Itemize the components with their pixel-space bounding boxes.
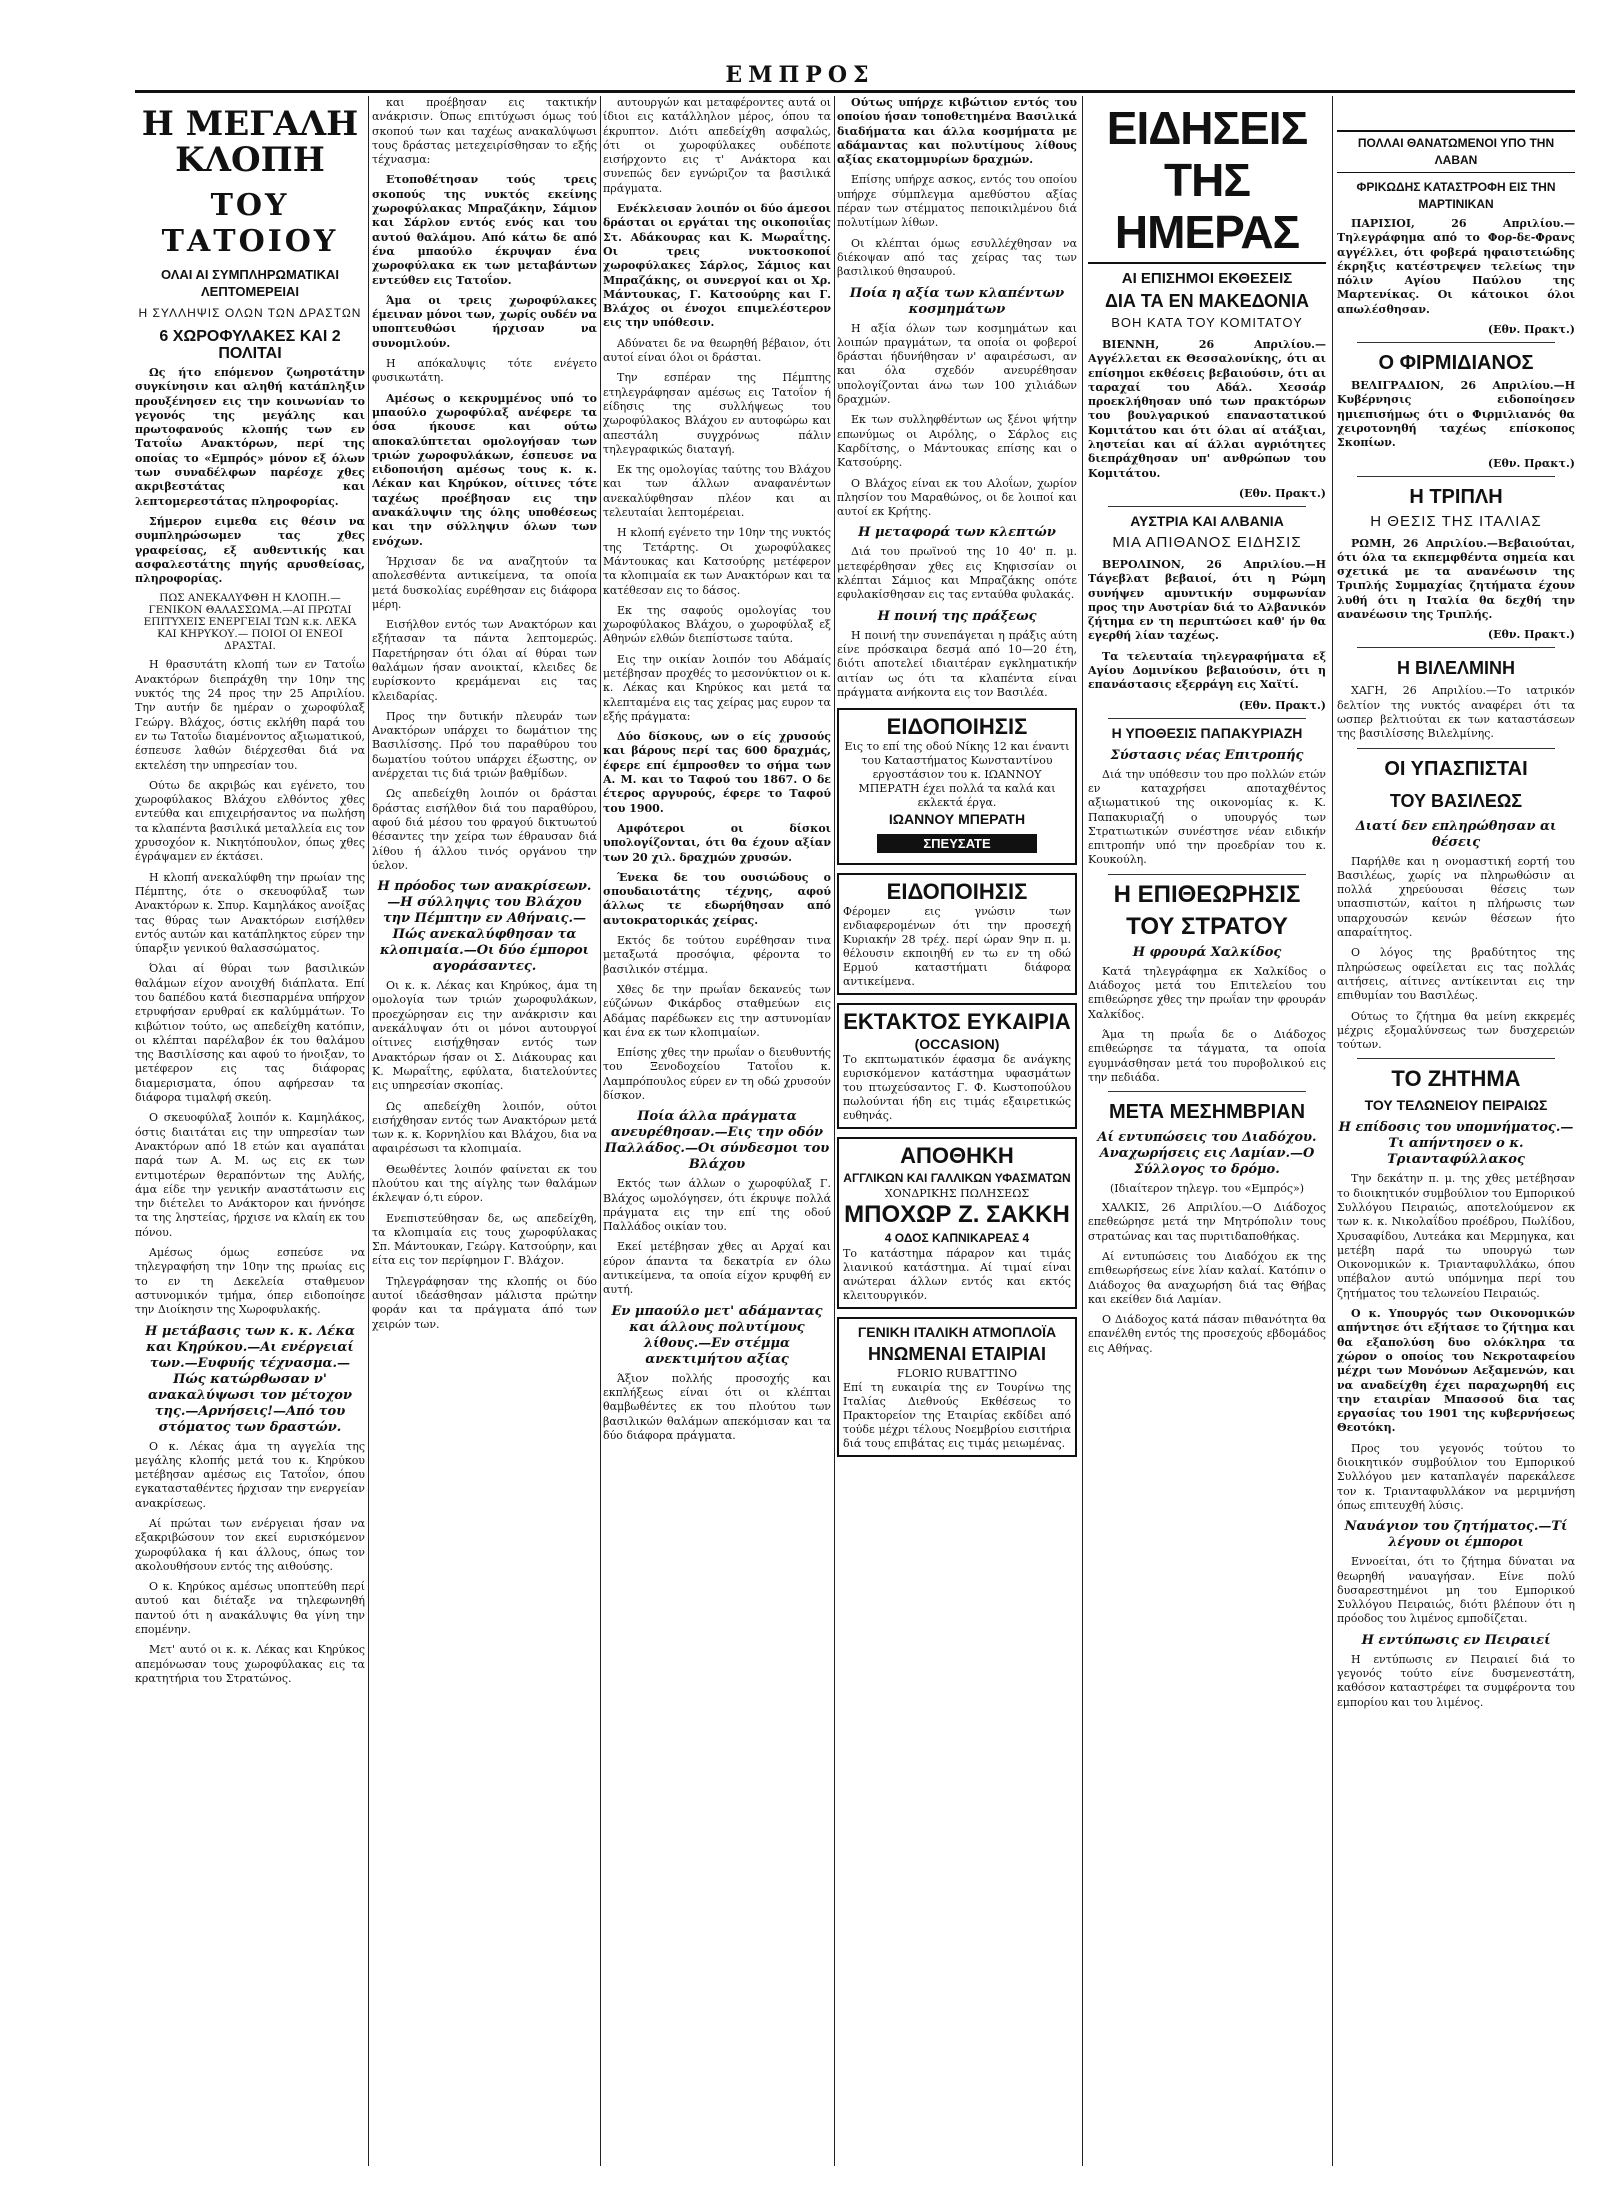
ad-text: Το εκπτωματικόν έφασμα δε ανάγκης ευρισκόμενον κατάστημα υφασμάτων του πτωχεύσαντος Γ. Φ. Κωστοπούλου πωλούνται ήδη εις τιμάς εξαιρετικώς ευθηνάς. <box>843 1053 1071 1123</box>
article-paragraph: Εκ της ομολογίας ταύτης του Βλάχου και των άλλων αναφανέντων ανεκαλύφθησαν πλέον και αι τελευταίαι λεπτομέρειαι. <box>603 463 831 520</box>
section-heading: ΠΟΛΛΑΙ ΘΑΝΑΤΩΜΕΝΟΙ ΥΠΟ ΤΗΝ ΛΑΒΑΝ <box>1337 130 1575 173</box>
article-paragraph: Η ποινή την συνεπάγεται η πράξις αύτη είνε πρόσκαιρα δεσμά από 10—20 έτη, διότι αποτελεί ιδιαιτέραν εγκληματικήν αιτίαν ως ότι τα κλαπέντα είναι πράγματα ανήκοντα εις τον Βασιλέα. <box>837 628 1077 699</box>
section-heading: Η μετάβασις των κ. κ. Λέκα και Κηρύκου.—Αι ενέργειαί των.—Ευφυής τέχνασμα.—Πώς κατώρθωσαν ν' ανακαλύψωσι τον μέτοχον της.—Αρνήσεις!—Από του στόματος των δραστών. <box>145 1323 355 1435</box>
article-paragraph: Ενέκλεισαν λοιπόν οι δύο άμεσοι δράσται οι εργάται της οικοποιΐας Στ. Αδάκουρας και Κ. Μωραΐτης. Οι τρεις νυκτοσκοποί χωροφύλακες Σάρλος, Σάμιος και Μπραζάκης, οι συνεργοί και οι Χρ. Μάντουκας, Γ. Κατσούρης και Γ. Βλάχος οι ένοχοι επιμελέστερον εις την υπόθεσιν. <box>603 202 831 330</box>
article-paragraph: Ο κ. Υπουργός των Οικονομικών απήντησε ότι εξήτασε το ζήτημα και θα εξαπολύση δυο ολόκληρα τα χώρον ο οποίος του Νεκροταφείου μέχρι των Μονόνων Αεξαμενών, και να αναδείχθη έχει παραχωρηθή εις την εταιρίαν Μπασσού δια τας εργασίας του 1901 της κυβερνήσεως Θεοτόκη. <box>1337 1307 1575 1435</box>
article-paragraph: Χθες δε την πρωΐαν δεκανεύς των εύζώνων Φικάρδος σταθμεύων εις Αδάμας παρέδωκεν εις την αστυνομίαν και ένα εκ των κλοπιμαίων. <box>603 982 831 1039</box>
article-paragraph: και προέβησαν εις τακτικήν ανάκρισιν. Όπως επιτύχωσι όμως τού σκοπού των και ταχέως ανακαλύψωσι τους δράστας μετεχειρίσθησαν το εξής τέχνασμα: <box>372 96 597 167</box>
headline-secondary: ΤΟΥ ΤΑΤΟΙΟΥ <box>161 188 339 259</box>
column-4 <box>837 96 1077 2171</box>
column-5 <box>1088 96 1326 2171</box>
article-paragraph: Ο Διάδοχος κατά πάσαν πιθανότητα θα επανέλθη εντός της προσεχούς εβδομάδος εις Αθήνας. <box>1088 1313 1326 1355</box>
ad-subtitle: ΗΝΩΜΕΝΑΙ ΕΤΑΙΡΙΑΙ <box>867 1344 1047 1365</box>
section-heading: Η εντύπωσις εν Πειραιεί <box>1361 1632 1551 1648</box>
article-paragraph: Διά την υπόθεσιν του προ πολλών ετών εν καταχρήσει αποταχθέντος αξιωματικού της οικονομίας κ. Κ. Παπακυριαζή ο υπουργός των Στρατιωτικών συνέστησε νέαν ειδικήν επιτροπήν υπό την προεδρίαν του κ. Κουκούλη. <box>1088 767 1326 867</box>
article-paragraph: Ούτως υπήρχε κιβώτιον εντός του οποίου ήσαν τοποθετημένα Βασιλικά διαδήματα και άλλα κοσμήματα με αδάμαντας και πολυτίμους λίθους αξίας εκατομμυρίων δραχμών. <box>837 96 1077 167</box>
article-paragraph: Η κλοπή εγένετο την 10ην της νυκτός της Τετάρτης. Οι χωροφύλακες Μάντουκας και Κατσούρης μετέφερον τα κλοπιμαία εκ των Ανακτόρων και τα κατέθεσαν εις το δάσος. <box>603 526 831 597</box>
section-heading: Ποία άλλα πράγματα ανευρέθησαν.—Εις την οδόν Παλλάδος.—Οι σύνδεσμοι του Βλάχου <box>604 1109 830 1173</box>
section-summary: ΠΩΣ ΑΝΕΚΑΛΥΦΘΗ Η ΚΛΟΠΗ.—ΓΕΝΙΚΟΝ ΘΑΛΑΣΣΩΜΑ.—ΑΙ ΠΡΩΤΑΙ ΕΠΙΤΥΧΕΙΣ ΕΝΕΡΓΕΙΑΙ ΤΩΝ κ.κ. ΛΕΚΑ ΚΑΙ ΚΗΡΥΚΟΥ.— ΠΟΙΟΙ ΟΙ ΕΝΕΟΙ ΔΡΑΣΤΑΙ. <box>143 592 357 653</box>
section-heading: ΑΙ ΕΠΙΣΗΜΟΙ ΕΚΘΕΣΕΙΣ <box>1121 270 1293 287</box>
section-heading: ΤΟΥ ΒΑΣΙΛΕΩΣ <box>1389 790 1523 811</box>
column-1 <box>135 96 365 2171</box>
article-paragraph: Εκ των συλληφθέντων ως ξένοι ψήτην επωνύμως οι Αιρόλης, ο Σάρλος εις Καρδίτσης, ο Μάντουκας επίσης και ο Κατσούρης. <box>837 413 1077 470</box>
section-subheading: ΦΡΙΚΩΔΗΣ ΚΑΤΑΣΤΡΟΦΗ ΕΙΣ ΤΗΝ ΜΑΡΤΙΝΙΚΑΝ <box>1356 180 1556 211</box>
article-paragraph: Επίσης χθες την πρωΐαν ο διευθυντής του Ξενοδοχείου Τατοΐου κ. Λαμπρόπουλος εύρεν εν τη οδώ χρυσούν δίσκον. <box>603 1046 831 1102</box>
article-paragraph: αυτουργών και μεταφέροντες αυτά οι ίδιοι εις κατάλληλον μέρος, όπου τα έκρυπτον. Διότι απεδείχθη ασφαλώς, ότι οι χωροφύλακες ουδέποτε εισήρχοντο εις τ' Ανάκτορα και συνεπώς δεν εγνώριζον τα βασιλικά πράγματα. <box>603 96 831 195</box>
article-paragraph: Όλαι αί θύραι των βασιλικών θαλάμων είχον ανοιχθή διάπλατα. Επί του δαπέδου κατά διεσπαρμένα υπήρχον ετρυφήσαν ερυθραί εκ καλύμμάτων. Το κιβώτιον τούτο, ως απεδείχθη κατόπιν, οι κλέπται παρέλαβον έκ του θαλάμου της Βασιλίσσης και αφού το ήνοιξαν, το μετέφερον εις τας διάφορας διαμερισματα, όπου αφήρεσαν τα διάφορα τιμαλφή σκεύη. <box>135 962 365 1105</box>
article-paragraph: Προς την δυτικήν πλευράν των Ανακτόρων υπάρχει το δωμάτιον της Βασιλίσσης. Πρό του παραθύρου του δωματίου τούτου υπάρχει έξωστης, ον ανέρχεται τις διά τριών βαθμίδων. <box>372 709 597 781</box>
separator <box>1357 1058 1555 1059</box>
article-paragraph: Οι κ. κ. Λέκας και Κηρύκος, άμα τη ομολογία των τριών χωροφυλάκων, προεχώρησαν εις την ανάκρισιν και ανεκάλυψαν ότι οι μόνοι αυτουργοί οίτινες εισήχθησαν εντός των Ανακτόρων ήσαν οι Σ. Διάκουρας και Κ. Μωραΐτης, εφύλατα, διατελούντες εις υπηρεσίαν σκοπίας. <box>372 979 597 1093</box>
section-subheading: Η φρουρά Χαλκίδος <box>1132 944 1282 960</box>
source-credit: (Εθν. Πρακτ.) <box>1238 486 1326 500</box>
article-paragraph: Ο Βλάχος είναι εκ του Αλοΐων, χωρίον πλησίον του Μαραθώνος, οι δε λοιποί και αυτοί εκ Κρήτης. <box>837 476 1077 519</box>
ad-name: ΜΠΟΧΩΡ Ζ. ΣΑΚΚΗ <box>844 1201 1070 1229</box>
separator <box>1357 342 1555 343</box>
article-paragraph: Αμφότεροι οι δίσκοι υπολογίζονται, ότι θα έχουν αξίαν των 20 χιλ. δραχμών χρυσών. <box>603 821 831 864</box>
article-paragraph: Επίσης υπήρχε ασκος, εντός του οποίου υπήρχε σύμπλεγμα αμεθύστου αξίας πέραν των στέμματος πεποικιλμένου διά πολυτίμων λίθων. <box>837 173 1077 230</box>
article-paragraph: ΧΑΛΚΙΣ, 26 Απριλίου.—Ο Διάδοχος επεθεώρησε μετά την Μητρόπολιν τους στρατώνας και τας πυριτιδαποθήκας. <box>1088 1201 1326 1243</box>
source-credit: (Ιδιαίτερον τηλεγρ. του «Εμπρός») <box>1109 1182 1305 1196</box>
separator <box>1357 476 1555 477</box>
separator <box>1108 506 1306 507</box>
column-6 <box>1337 96 1575 2171</box>
ad-title: ΓΕΝΙΚΗ ΙΤΑΛΙΚΗ ΑΤΜΟΠΛΟΪΑ <box>857 1324 1057 1341</box>
separator <box>1108 874 1306 875</box>
headline: Η ΜΕΓΑΛΗ ΚΛΟΠΗ <box>141 104 359 180</box>
source-credit: (Εθν. Πρακτ.) <box>1487 323 1575 337</box>
ad-text: Φέρομεν εις γνώσιν των ενδιαφερομένων ότι την προσεχή Κυριακήν 28 τρέχ. περί ώραν 9ην π. μ. θέλουσιν εκποιηθή εν τω εν τη οδώ Ερμού καταστήματι διάφορα αντικείμενα. <box>843 905 1071 989</box>
article-paragraph: Μετ' αυτό οι κ. κ. Λέκας και Κηρύκος απεμόνωσαν τους χωροφύλακας εις τα κρατητήρια του Στρατώνος. <box>135 1643 365 1685</box>
article-paragraph: ΧΑΓΗ, 26 Απριλίου.—Το ιατρικόν δελτίον της νυκτός αναφέρει ότι τα ωσπερ βελτιούται εκ των καταστάσεων της βασιλίσσης Βιλελμίνης. <box>1337 684 1575 741</box>
section-heading: ΜΕΤΑ ΜΕΣΗΜΒΡΙΑΝ <box>1108 1101 1306 1124</box>
article-paragraph: Η απόκαλυψις τότε ενέγετο φυσικωτάτη. <box>372 357 597 385</box>
separator <box>1108 1091 1306 1092</box>
article-paragraph: ΡΩΜΗ, 26 Απριλίου.—Βεβαιούται, ότι όλα τα εκπεμφθέντα σημεία και σχετικά με τα ανανέωσιν της Τριπλής Συμμαχίας ζητήματα έχουν λυθή ότι η Ιταλία θα δεχθή την ανανέωσιν της Τριπλής. <box>1337 536 1575 622</box>
article-paragraph: Τα τελευταία τηλεγραφήματα εξ Αγίου Δομινίκου βεβαιούσιν, ότι η επανάστασις εξερράγη εις Χαϊτί. <box>1088 649 1326 692</box>
subheadline: Η ΣΥΛΛΗΨΙΣ ΟΛΩΝ ΤΩΝ ΔΡΑΣΤΩΝ <box>138 306 362 320</box>
column-divider <box>834 96 835 2166</box>
section-heading: Η ΒΙΛΕΛΜΙΝΗ <box>1396 658 1515 679</box>
section-heading: Η πρόοδος των ανακρίσεων.—Η σύλληψις του Βλάχου την Πέμπτην εν Αθήναις.—Πώς ανεκαλύφθησαν τα κλοπιμαία.—Οι δύο έμποροι αγοράσαντες. <box>377 879 592 975</box>
article-paragraph: Την δεκάτην π. μ. της χθες μετέβησαν το διοικητικόν συμβούλιον του Εμπορικού Συλλόγου Πειραιώς, αποτελούμενον εκ των κ. κ. Νικολαΐδου προέδρου, Πωλίδου, Χρυσαφίδου, Λυτεάκα και Μερμηγκα, και μετέβη παρά τω υπουργώ των Οικονομικών κ. Τριανταφυλλάκω, όπου υπέβαλον αυτώ υπόμνημα περί του ζητήματος του τελωνείου Πειραιώς. <box>1337 1172 1575 1300</box>
article-paragraph: Ήρχισαν δε να αναζητούν τα απολεσθέντα αντικείμενα, τα οποία μετά δυσκολίας ευρέθησαν εις διάφορα μέρη. <box>372 554 597 611</box>
ad-cta: ΣΠΕΥΣΑΤΕ <box>877 834 1037 853</box>
section-heading: Η ποινή της πράξεως <box>877 608 1037 624</box>
advertisement <box>837 1003 1077 1129</box>
ad-title: ΕΙΔΟΠΟΙΗΣΙΣ <box>886 714 1028 740</box>
article-paragraph: Προς του γεγονός τούτου το διοικητικόν συμβούλιον του Εμπορικού Συλλόγου μεν καταπλαγέν παρεκάλεσε τον κ. Τριανταφυλλάκον να μεριμνήση όπως επιτευχθή λύσις. <box>1337 1441 1575 1512</box>
article-paragraph: Αμέσως ο κεκρυμμένος υπό το μπαούλο χωροφύλαξ ανέφερε τα όσα ήκουσε και ούτω αποκαλύπτεται ομολογήσαν των τριών χωροφυλάκων, έσπευσε να ειδοποιήση αμέσως τους κ. κ. Λέκαν και Κηρύκον, οίτινες τότε ταχέως προέβησαν εις την ανακάλυψιν της όλης υποθέσεως και την σύλληψιν όλων των ενόχων. <box>372 391 597 548</box>
ad-subtitle: FLORIO RUBATTINO <box>897 1367 1017 1381</box>
article-paragraph: Εις την οικίαν λοιπόν του Αδάμαίς μετέβησαν προχθές το μεσονύκτιον οι κ. κ. Λέκας και Κηρύκος και μετά τα κλεπταμένα εις τας χείρας μας ευρον τα εξής πράγματα: <box>603 652 831 723</box>
masthead: ΕΜΠΡΟΣ <box>725 62 875 88</box>
article-paragraph: Την εσπέραν της Πέμπτης ετηλεγράφησαν αμέσως εις Τατοΐον ή είδησις της συλλήψεως του χωροφύλακος Βλάχου εν αυτοφώρω και απεστάλη συγχρόνως πάλιν τηλεγραφικώς διαταγή. <box>603 371 831 456</box>
article-paragraph: Αδύνατει δε να θεωρηθή βέβαιον, ότι αυτοί είναι όλοι οι δράσται. <box>603 336 831 365</box>
article-paragraph: Οι κλέπται όμως εσυλλέχθησαν να διέκοψαν από τας χείρας τας των βασιλικού θησαυρού. <box>837 236 1077 279</box>
section-heading: ΑΥΣΤΡΙΑ ΚΑΙ ΑΛΒΑΝΙΑ <box>1130 512 1284 529</box>
advertisement <box>837 1317 1077 1457</box>
article-paragraph: Άμα τη πρωΐα δε ο Διάδοχος επιθεώρησε τα τάγματα, τα οποία εγυμνάσθησαν μετά του πυροβολικού εις την πεδιάδα. <box>1088 1027 1326 1084</box>
article-paragraph: Ο κ. Λέκας άμα τη αγγελία της μεγάλης κλοπής μετά του κ. Κηρύκου μετέβησαν αμέσως εις Τατοΐον, όπου εγκατασταθέντες ήρχισαν την ενεργείαν ανακρίσεως. <box>135 1439 365 1510</box>
masthead-rule <box>135 90 1575 93</box>
article-paragraph: Ο κ. Κηρύκος αμέσως υποπτεύθη περί αυτού και διέταξε να τηλεφωνηθή παντού ότι η ανακάλυψις θα γίνη την επομένην. <box>135 1580 365 1637</box>
section-subheading: Διατί δεν επληρώθησαν αι θέσεις <box>1355 818 1557 850</box>
article-paragraph: ΒΕΡΟΛΙΝΟΝ, 26 Απριλίου.—Η Τάγεβλατ βεβαιοί, ότι η Ρώμη συνήψεν αμυντικήν συμφωνίαν προς την Αυστρίαν διά το Αλβανικόν ζήτημα εν τη περιπτώσει καθ' ήν θα εγερθή λίαν ταχέως. <box>1088 557 1326 643</box>
article-paragraph: Εννοείται, ότι το ζήτημα δύναται να θεωρηθή ναυαγήσαν. Είνε πολύ δυσαρεστημένοι μη του Εμπορικού Συλλόγου Πειραιώς, διότι βλέπουν ότι η πρόοδος του λιμένος εμποδίζεται. <box>1337 1555 1575 1626</box>
ad-subtitle: (OCCASION) <box>914 1036 1000 1053</box>
advertisement <box>837 873 1077 995</box>
article-paragraph: Ως απεδείχθη λοιπόν οι δράσται δράστας εισήλθον διά του παραθύρου, αφού διά μέσου του φραγού δικτυωτού θέσαντες την χείρα των έθραυσαν διά λίθου ή άλλου τινός οργάνου την ύελον. <box>372 787 597 872</box>
ad-text: Το κατάστημα πάραρον και τιμάς λιανικού κατάστημα. Αί τιμαί είναι ανώτεραι άλλων εντός και εκτός κλειτουργικόν. <box>843 1247 1071 1303</box>
ad-title: ΑΠΟΘΗΚΗ <box>900 1143 1014 1169</box>
section-heading: ΤΟ ΖΗΤΗΜΑ <box>1391 1066 1521 1092</box>
article-paragraph: Εισήλθον εντός των Ανακτόρων και εξήτασαν τα πάντα λεπτομερώς. Παρετήρησαν ότι όλαι αί θύραι των θαλάμων ήσαν ανοικταί, κλειδες δε ευρίσκοντο κρεμάμεναι εις τας κλειδαρίας. <box>372 618 597 703</box>
news-of-the-day-header: ΕΙΔΗΣΕΙΣ ΤΗΣ ΗΜΕΡΑΣ <box>1088 102 1326 264</box>
article-paragraph: Παρήλθε και η ονομαστική εορτή του Βασιλέως, χωρίς να πληρωθώσιν αι πολλά χηρεύουσαι θέσεις των υπασπιστών, καίτοι η πλήρωσις των υπαρχουσών κενών θέσεων ήτο απαραίτητος. <box>1337 854 1575 940</box>
article-paragraph: ΠΑΡΙΣΙΟΙ, 26 Απριλίου.—Τηλεγράφημα από το Φορ-δε-Φρανς αγγέλλει, ότι φοβερά ηφαιστειώδης έκρηξις κατέστρεψεν τελείως την πόλιν Αγίου Παύλου της Μαρτενίκας. Οι κάτοικοι όλοι απωλέσθησαν. <box>1337 217 1575 316</box>
article-paragraph: Η αξία όλων των κοσμημάτων και λοιπών πραγμάτων, τα οποία οι φοβεροί δράσται ήδυνήθησαν ν' αφαιρέσωσι, αν και όλα σχεδόν ανευρέθησαν υπολογίζονται άνω των 100 χιλιάδων δραχμών. <box>837 321 1077 407</box>
ad-text: Επί τη ευκαιρία της εν Τουρίνω της Ιταλίας Διεθνούς Εκθέσεως το Πρακτορείον της Εταιρίας εκδίδει από τούδε μέχρι τέλους Νοεμβρίου εισιτήρια διά τους επιβάτας εις τιμάς μειωμένας. <box>843 1381 1071 1451</box>
article-paragraph: Διά του πρωϊνού της 10 40' π. μ. μετεφέρθησαν χθες εις Κηφισσίαν οι κλέπται Σάμιος και Μπραζάκης οπότε εφυλακίσθησαν εις τας ενταύθα φυλακάς. <box>837 545 1077 602</box>
section-heading: Η ΤΡΙΠΛΗ <box>1409 485 1503 508</box>
separator <box>1357 647 1555 648</box>
section-heading: Ο ΦΙΡΜΙΔΙΑΝΟΣ <box>1378 352 1534 375</box>
source-credit: (Εθν. Πρακτ.) <box>1487 456 1575 470</box>
column-divider <box>600 96 601 2166</box>
article-paragraph: Αί πρώται των ενέργειαι ήσαν να εξακριβώσουν τον εκεί ευρισκόμενον χωροφύλακα ή και άλλους, όπως τον ακολουθήσουν εντός της αιθούσης. <box>135 1517 365 1573</box>
advertisement <box>837 1137 1077 1309</box>
article-paragraph: ΒΕΛΙΓΡΑΔΙΟΝ, 26 Απριλίου.—Η Κυβέρνησις ειδοποίησεν ημιεπισήμως ότι ο Φιρμιλιανός θα χειροτονηθή ταχέως επίσκοπος Σκοπίων. <box>1337 379 1575 450</box>
column-divider <box>368 96 369 2166</box>
article-paragraph: Η εντύπωσις εν Πειραιεί διά το γεγονός τούτο είνε δυσμενεστάτη, καθόσον καταστρέφει τα συμφέροντα του εμπορίου και του λιμένος. <box>1337 1652 1575 1709</box>
section-heading: ΟΙ ΥΠΑΣΠΙΣΤΑΙ <box>1384 757 1528 780</box>
article-paragraph: Άξιον πολλής προσοχής και εκπλήξεως είναι ότι οι κλέπται θαμβωθέντες εκ του πλούτου των βασιλικών θαλάμων απεκόμισαν και τα δύο διάφορα πράγματα. <box>603 1371 831 1442</box>
ad-subtitle: ΑΓΓΛΙΚΩΝ ΚΑΙ ΓΑΛΛΙΚΩΝ ΥΦΑΣΜΑΤΩΝ <box>843 1171 1071 1186</box>
article-paragraph: Εκ της σαφούς ομολογίας του χωροφύλακος Βλάχου, ο χωροφύλαξ εξ Αθηνών ελθών διεπίστωσε ταύτα. <box>603 603 831 646</box>
article-paragraph: Αί εντυπώσεις του Διαδόχου εκ της επιθεωρήσεως είνε λίαν καλαί. Κατόπιν ο Διάδοχος θα αναχωρήση διά τας Θήβας και εκείθεν διά Λαμίαν. <box>1088 1249 1326 1306</box>
section-subheading: Αί εντυπώσεις του Διαδόχου. Αναχωρήσεις εις Λαμίαν.—Ο Σύλλογος το δρόμο. <box>1097 1130 1317 1178</box>
separator <box>1357 748 1555 749</box>
article-paragraph: Ενεπιστεύθησαν δε, ως απεδείχθη, τα κλοπιμαία εις τους χωροφύλακας Σπ. Μάντουκαν, Γεώργ. Κατσούρην, και είτα εις τον περίφημον Γ. Βλάχον. <box>372 1211 597 1268</box>
ad-name: ΙΩΑΝΝΟΥ ΜΠΕΡΑΤΗ <box>888 811 1026 828</box>
column-divider <box>1332 96 1333 2166</box>
article-paragraph: Ούτω δε ακριβώς και εγένετο, του χωροφύλακος Βλάχου ελθόντος χθες εντεύθα και επιχειρήσαντος να πωλήση τα κλαπέντα βασιλικά μεταλλεία εις τον χρυσοχόον κ. Νικητόπουλον, όπως χθες έγράψαμεν εν έκτάσει. <box>135 778 365 864</box>
article-paragraph: Η θρασυτάτη κλοπή των εν Τατοΐω Ανακτόρων διεπράχθη την 10ην της νυκτός της 24 προς την 25 Απριλίου. Την αυτήν δε ημέραν ο χωροφύλαξ Γεώργ. Βλάχος, όστις εκλήθη παρά του εν τω Τατοΐω διαμένοντος αξιωματικού, έσπευσε λαθών διέρχεσθαι διά να εκτελέση την υπηρεσίαν του. <box>135 658 365 772</box>
column-2 <box>372 96 597 2171</box>
section-heading: Εν μπαούλο μετ' αδάμαντας και άλλους πολυτίμους λίθους.—Εν στέμμα ανεκτιμήτου αξίας <box>611 1303 823 1367</box>
section-heading: ΤΟΥ ΣΤΡΑΤΟΥ <box>1126 912 1288 940</box>
ad-text: Εις το επί της οδού Νίκης 12 και έναντι του Καταστήματος Κωνσταντίνου εργοστάσιον του κ. ΙΩΑΝΝΟΥ ΜΠΕΡΑΤΗ έχει πολλά τα καλά και εκλεκτά έργα. <box>844 740 1070 810</box>
article-paragraph: Ετοποθέτησαν τούς τρεις σκοπούς της νυκτός εκείνης χωροφύλακας Μπραζάκην, Σάμιον και Σάρλον εντός ενός και του αυτού θαλάμου. Από κάτω δε από ένα μπαούλο έκρυψαν ένα χωροφύλακα εκ των μεταβάντων εντεύθεν εις Τατοΐον. <box>372 173 597 287</box>
ad-title: ΕΙΔΟΠΟΙΗΣΙΣ <box>886 879 1028 905</box>
section-subheading: Η ΘΕΣΙΣ ΤΗΣ ΙΤΑΛΙΑΣ <box>1370 512 1542 530</box>
section-heading: ΤΟΥ ΤΕΛΩΝΕΙΟΥ ΠΕΙΡΑΙΩΣ <box>1364 1097 1548 1114</box>
source-credit: (Εθν. Πρακτ.) <box>1238 698 1326 712</box>
ad-subtitle: ΧΟΝΔΡΙΚΗΣ ΠΩΛΗΣΕΩΣ <box>884 1187 1030 1201</box>
subheadline: 6 ΧΩΡΟΦΥΛΑΚΕΣ ΚΑΙ 2 ΠΟΛΙΤΑΙ <box>159 328 341 362</box>
article-paragraph: Ο σκευοφύλαξ λοιπόν κ. Καμηλάκος, όστις διαιτάται εις την υπηρεσίαν των Ανακτόρων από 18 ετών και αγαπάται παρά των Α. Μ. ως εις εκ των εντιμοτέρων θεραπόντων της Αυλής, άμα είδε την γενικήν αναστάτωσιν εις την διέτελει το Ανάκτορον και ήννόησε τα της ληστείας, ήρχισε να κλαίη εκ του πόνου. <box>135 1111 365 1239</box>
article-paragraph: Κατά τηλεγράφημα εκ Χαλκίδος ο Διάδοχος μετά του Επιτελείου του επιθεώρησε χθες την πρωΐαν την φρουράν Χαλκίδος. <box>1088 964 1326 1021</box>
column-divider <box>1082 96 1083 2166</box>
section-heading: Ναυάγιον του ζητήματος.—Τί λέγουν οι έμποροι <box>1344 1519 1568 1551</box>
section-subheading: ΜΙΑ ΑΠΙΘΑΝΟΣ ΕΙΔΗΣΙΣ <box>1112 533 1302 551</box>
article-paragraph: ΒΙΕΝΝΗ, 26 Απριλίου.—Αγγέλλεται εκ Θεσσαλονίκης, ότι αι επίσημοι εκθέσεις βεβαιούσιν, ότι αι ταραχαί του Αδάλ. Χεσσάρ προεκλήθησαν υπό των πρακτόρων του βουλγαρικού επαναστατικού Κομιτάτου και ότι όλαι αί ατάξιαι, ληστείαι και αί άλλαι αγριότητες διεπράχθησαν υπ' ανθρώπων του Κομιτάτου. <box>1088 338 1326 480</box>
ad-title: ΕΚΤΑΚΤΟΣ ΕΥΚΑΙΡΙΑ <box>843 1009 1071 1035</box>
article-paragraph: Ένεκα δε του ουσιώδους ο σπουδαιοτάτης τέχνης, αφού άλλως τε εδωρήθησαν από αυτοκρατορικάς χείρας. <box>603 870 831 927</box>
section-heading: Η ΥΠΟΘΕΣΙΣ ΠΑΠΑΚΥΡΙΑΖΗ <box>1111 724 1303 741</box>
subheadline: ΟΛΑΙ ΑΙ ΣΥΜΠΛΗΡΩΜΑΤΙΚΑΙ ΛΕΠΤΟΜΕΡΕΙΑΙ <box>160 267 340 299</box>
article-paragraph: Εκτός των άλλων ο χωροφύλαξ Γ. Βλάχος ωμολόγησεν, ότι έκρυψε πολλά πράγματα εις την επί της οδού Παλλάδος οικίαν του. <box>603 1177 831 1234</box>
section-subheading: ΒΟΗ ΚΑΤΑ ΤΟΥ ΚΟΜΙΤΑΤΟΥ <box>1111 315 1303 330</box>
ad-address: 4 ΟΔΟΣ ΚΑΠΝΙΚΑΡΕΑΣ 4 <box>884 1231 1030 1246</box>
article-paragraph: Ως ήτο επόμενον ζωηροτάτην συγκίνησιν και αληθή κατάπληξιν προυξένησεν εις την κοινωνίαν το γεγονός της μεγάλης και πρωτοφανούς κλοπής των εν Τατοΐω Ανακτόρων, περί της οποίας το «Εμπρός» μόνον εξ όλων των συναδέλφων παρέσχε χθες ακριβεστάτας και λεπτομερεστάτας πληροφορίας. <box>135 366 365 508</box>
article-paragraph: Ο λόγος της βραδύτητος της πληρώσεως οφείλεται εις τας πολλάς αιτήσεις, αίτινες αντίκεινται εις την επιθυμίαν του Βασιλέως. <box>1337 946 1575 1003</box>
advertisement <box>837 708 1077 865</box>
section-subheading: Η επίδοσις του υπομνήματος.—Τι απήντησεν ο κ. Τριανταφύλλακος <box>1338 1120 1574 1168</box>
article-paragraph: Άμα οι τρεις χωροφύλακες έμειναν μόνοι των, χωρίς ουδέν να υποπτευθώσι ήρχισαν να συνομιλούν. <box>372 293 597 350</box>
article-paragraph: Σήμερον ειμεθα εις θέσιν να συμπληρώσωμεν τας χθες γραφείσας, εξ αυθεντικής και ασφαλεστάτης πηγής αρυσθείσας, πληροφορίας. <box>135 514 365 586</box>
article-paragraph: Εκεί μετέβησαν χθες αι Αρχαί και εύρον άπαντα τα δεκατρία εν όλω αντικείμενα, τα οποία είχον κρυφθή εν αυτή. <box>603 1240 831 1297</box>
section-subheading: Σύστασις νέας Επιτροπής <box>1110 747 1304 763</box>
column-3 <box>603 96 831 2171</box>
article-paragraph: Εκτός δε τούτου ευρέθησαν τινα μεταξωτά προσόψια, φέροντα το βασιλικόν στέμμα. <box>603 934 831 976</box>
article-paragraph: Η κλοπή ανεκαλύφθη την πρωίαν της Πέμπτης, ότε ο σκευοφύλαξ των Ανακτόρων κ. Σπυρ. Καμηλάκος ανοίξας τας θύρας των Ανακτόρων εισήλθεν εντός αυτών και κατάπληκτος εύρεν την ύπαρξιν γενικού θαλασσώματος. <box>135 870 365 956</box>
section-heading: ΔΙΑ ΤΑ ΕΝ ΜΑΚΕΔΟΝΙΑ <box>1104 291 1310 311</box>
article-paragraph: Δύο δίσκους, ων ο είς χρυσούς και βάρους περί τας 600 δραχμάς, έφερε επί έμπροσθεν το σήμα των Α. Μ. και το Ταφού του 1867. Ο δε έτερος αργυρούς, έφερε το Ταφού του 1900. <box>603 730 831 815</box>
separator <box>1108 718 1306 719</box>
section-heading: Η μεταφορά των κλεπτών <box>858 525 1056 541</box>
article-paragraph: Ως απεδείχθη λοιπόν, ούτοι εισήχθησαν εντός των Ανακτόρων μετά των κ. κ. Κορνηλίου και Βλάχου, δια να αφαιρέσωσι τα κλοπιμαία. <box>372 1099 597 1156</box>
source-credit: (Εθν. Πρακτ.) <box>1487 628 1575 642</box>
article-paragraph: Τηλεγράφησαν της κλοπής οι δύο αυτοί ιδεάσθησαν μάλιστα πρώτην φοράν και τα πράγματα άπό των χειρών των. <box>372 1274 597 1331</box>
article-paragraph: Αμέσως όμως εσπεύσε να τηλεγραφήση την 10ην της πρωίας εις το εν τη Δεκελεία σταθμευον αστυνομικόν τμήμα, όπερ ειδοποίησε την Διοίκησιν της Χωροφυλακής. <box>135 1246 365 1317</box>
section-heading: Η ΕΠΙΘΕΩΡΗΣΙΣ <box>1113 880 1301 908</box>
article-paragraph: Θεωθέντες λοιπόν φαίνεται εκ του πλούτου και της αίγλης των θαλάμων έκλεψαν ό,τι εύρον. <box>372 1162 597 1205</box>
article-paragraph: Ούτως το ζήτημα θα μείνη εκκρεμές μέχρις εξομαλύνσεως των δυσχερειών τούτων. <box>1337 1009 1575 1052</box>
section-heading: Ποία η αξία των κλαπέντων κοσμημάτων <box>849 285 1065 317</box>
